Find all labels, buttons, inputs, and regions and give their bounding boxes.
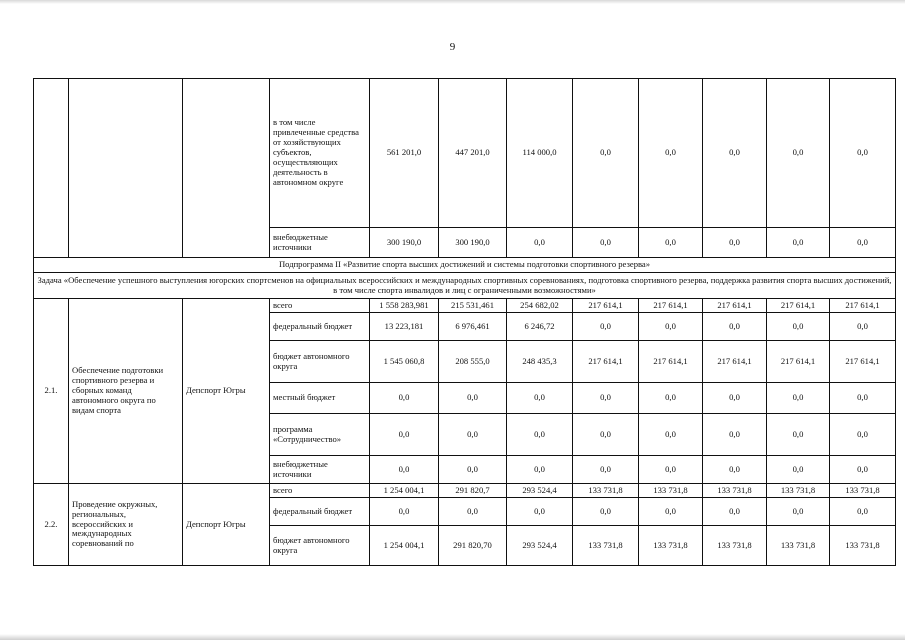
funding-source-label: внебюджетные источники [270,456,370,484]
value-cell: 6 246,72 [507,313,573,341]
value-cell: 0,0 [439,383,507,414]
value-cell: 1 254 004,1 [370,526,439,566]
value-cell: 217 614,1 [703,341,767,383]
activity-code: 2.2. [34,484,69,566]
funding-source-label: всего [270,484,370,498]
value-cell: 133 731,8 [573,484,639,498]
value-cell: 217 614,1 [573,299,639,313]
funding-source-label: федеральный бюджет [270,313,370,341]
funding-source-label: всего [270,299,370,313]
value-cell: 561 201,0 [370,79,439,228]
value-cell: 133 731,8 [830,526,896,566]
value-cell: 0,0 [767,79,830,228]
value-cell: 0,0 [370,383,439,414]
value-cell: 114 000,0 [507,79,573,228]
value-cell: 133 731,8 [830,484,896,498]
value-cell: 0,0 [830,228,896,258]
activity-code: 2.1. [34,299,69,484]
value-cell: 13 223,181 [370,313,439,341]
value-cell: 217 614,1 [767,341,830,383]
value-cell: 0,0 [573,383,639,414]
task-title: Задача «Обеспечение успешного выступления югорских спортсменов на официальных всероссийских и международных спортивных соревнованиях, подготовка спортивного резерва, поддержка развития спорта высших достижений, в том числе спорта инвалидов и лиц с ограниченными возможностями» [34,273,896,299]
value-cell: 0,0 [703,498,767,526]
value-cell: 0,0 [639,456,703,484]
value-cell: 6 976,461 [439,313,507,341]
value-cell: 0,0 [767,383,830,414]
scan-edge-top [0,0,905,4]
value-cell: 0,0 [830,313,896,341]
table-row [34,299,896,313]
value-cell: 217 614,1 [830,341,896,383]
value-cell: 0,0 [639,79,703,228]
funding-source-label: федеральный бюджет [270,498,370,526]
value-cell: 0,0 [507,498,573,526]
value-cell: 0,0 [830,414,896,456]
scan-edge-bottom [0,634,905,640]
value-cell: 0,0 [767,498,830,526]
value-cell: 0,0 [370,414,439,456]
value-cell: 0,0 [830,498,896,526]
page-number: 9 [449,41,456,53]
value-cell: 0,0 [767,228,830,258]
value-cell: 0,0 [507,414,573,456]
value-cell: 0,0 [573,313,639,341]
value-cell: 0,0 [370,498,439,526]
value-cell: 133 731,8 [703,526,767,566]
activity-name: Обеспечение подготовки спортивного резерва и сборных команд автономного округа по видам спорта [69,299,183,484]
funding-source-label: внебюджетные источники [270,228,370,258]
funding-source-label: в том числе привлеченные средства от хозяйствующих субъектов, осуществляющих деятельность в автономном округе [270,79,370,228]
value-cell: 0,0 [639,498,703,526]
value-cell: 0,0 [703,79,767,228]
value-cell: 248 435,3 [507,341,573,383]
task-row [34,273,896,299]
funding-source-label: местный бюджет [270,383,370,414]
value-cell: 291 820,70 [439,526,507,566]
table-row [34,79,896,228]
value-cell: 0,0 [639,414,703,456]
value-cell: 217 614,1 [703,299,767,313]
table-row [34,484,896,498]
value-cell: 0,0 [439,414,507,456]
value-cell: 0,0 [703,313,767,341]
value-cell: 0,0 [830,79,896,228]
value-cell: 293 524,4 [507,526,573,566]
value-cell: 208 555,0 [439,341,507,383]
value-cell: 291 820,7 [439,484,507,498]
value-cell: 215 531,461 [439,299,507,313]
value-cell: 0,0 [370,456,439,484]
value-cell: 133 731,8 [639,484,703,498]
subprogram-row [34,258,896,273]
value-cell: 1 558 283,981 [370,299,439,313]
value-cell: 217 614,1 [639,341,703,383]
value-cell: 0,0 [573,414,639,456]
subprogram-title: Подпрограмма II «Развитие спорта высших достижений и системы подготовки спортивного резерва» [34,258,896,273]
activity-executor: Депспорт Югры [183,299,270,484]
funding-source-label: бюджет автономного округа [270,526,370,566]
code-cell-empty [34,79,69,258]
value-cell: 133 731,8 [573,526,639,566]
value-cell: 0,0 [439,498,507,526]
value-cell: 133 731,8 [767,484,830,498]
funding-source-label: бюджет автономного округа [270,341,370,383]
value-cell: 300 190,0 [370,228,439,258]
activity-executor: Депспорт Югры [183,484,270,566]
value-cell: 0,0 [830,383,896,414]
value-cell: 217 614,1 [830,299,896,313]
value-cell: 1 545 060,8 [370,341,439,383]
value-cell: 0,0 [507,228,573,258]
value-cell: 0,0 [507,456,573,484]
value-cell: 447 201,0 [439,79,507,228]
value-cell: 0,0 [639,313,703,341]
value-cell: 0,0 [639,383,703,414]
value-cell: 0,0 [703,456,767,484]
value-cell: 0,0 [703,414,767,456]
value-cell: 0,0 [639,228,703,258]
value-cell: 217 614,1 [573,341,639,383]
value-cell: 0,0 [703,383,767,414]
value-cell: 1 254 004,1 [370,484,439,498]
value-cell: 133 731,8 [639,526,703,566]
value-cell: 254 682,02 [507,299,573,313]
value-cell: 133 731,8 [767,526,830,566]
value-cell: 0,0 [439,456,507,484]
value-cell: 0,0 [573,79,639,228]
financing-table [33,78,896,566]
value-cell: 0,0 [573,456,639,484]
value-cell: 0,0 [507,383,573,414]
value-cell: 300 190,0 [439,228,507,258]
value-cell: 0,0 [767,456,830,484]
value-cell: 0,0 [573,498,639,526]
value-cell: 0,0 [573,228,639,258]
value-cell: 133 731,8 [703,484,767,498]
value-cell: 293 524,4 [507,484,573,498]
value-cell: 0,0 [767,414,830,456]
value-cell: 0,0 [703,228,767,258]
value-cell: 217 614,1 [767,299,830,313]
value-cell: 0,0 [830,456,896,484]
name-cell-empty [69,79,183,258]
executor-cell-empty [183,79,270,258]
value-cell: 0,0 [767,313,830,341]
value-cell: 217 614,1 [639,299,703,313]
funding-source-label: программа «Сотрудничество» [270,414,370,456]
activity-name: Проведение окружных, региональных, всероссийских и международных соревнований по [69,484,183,566]
